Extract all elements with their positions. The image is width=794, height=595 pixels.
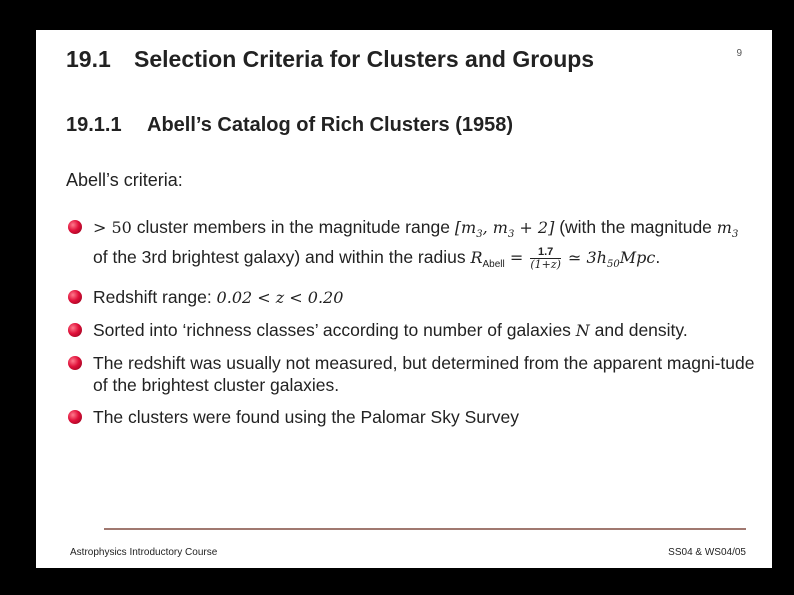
list-item xyxy=(66,319,762,342)
footer-course: Astrophysics Introductory Course xyxy=(70,547,218,558)
list-item xyxy=(66,216,762,276)
text: (with the magnitude xyxy=(554,217,717,237)
subsection-title: Abell’s Catalog of Rich Clusters (1958) xyxy=(147,114,514,136)
list-item xyxy=(66,352,762,396)
math: N xyxy=(575,321,590,341)
math: [$m_3$, $m_3 + 2$] xyxy=(454,218,555,241)
math: 0.02 < z < 0.20 xyxy=(216,288,344,308)
bullet-icon xyxy=(68,290,82,304)
section-heading xyxy=(66,46,594,73)
text: and density. xyxy=(589,320,688,341)
math: ≃ $3h_{50}Mpc$ xyxy=(562,248,656,271)
section-title: Selection Criteria for Clusters and Groups xyxy=(134,46,595,72)
list-item xyxy=(66,286,762,309)
list-item xyxy=(66,406,762,428)
text: The redshift was usually not measured, but determined from the apparent magni-tude of the brightest cluster galaxies. xyxy=(93,353,755,396)
section-number: 19.1 xyxy=(66,46,111,72)
text: Redshift range: xyxy=(93,287,217,308)
math: $m_3$ xyxy=(716,218,739,241)
bullet-icon xyxy=(68,220,82,234)
footer-rule xyxy=(104,528,746,530)
bullet-icon xyxy=(68,356,82,370)
slide xyxy=(36,30,772,568)
text: cluster members in the magnitude range xyxy=(131,217,455,237)
bullet-icon xyxy=(68,323,82,337)
subsection-heading xyxy=(66,114,513,137)
subsection-number: 19.1.1 xyxy=(66,114,122,136)
fraction: $\frac{1.7}{(1+z)}$ xyxy=(530,246,561,272)
bullet-icon xyxy=(68,410,82,424)
text: of the 3rd brightest galaxy) and within the radius xyxy=(93,247,471,268)
page-number: 9 xyxy=(736,48,742,59)
math: > 50 xyxy=(93,218,132,237)
intro-text: Abell’s criteria: xyxy=(66,170,183,190)
text: Sorted into ‘richness classes’ according to number of galaxies xyxy=(93,320,576,341)
text: . xyxy=(655,247,661,268)
text: The clusters were found using the Palomar Sky Survey xyxy=(93,407,520,428)
footer-semester: SS04 & WS04/05 xyxy=(668,547,746,558)
math: $R_{Abell}$ = xyxy=(470,248,529,271)
criteria-list xyxy=(66,216,762,438)
